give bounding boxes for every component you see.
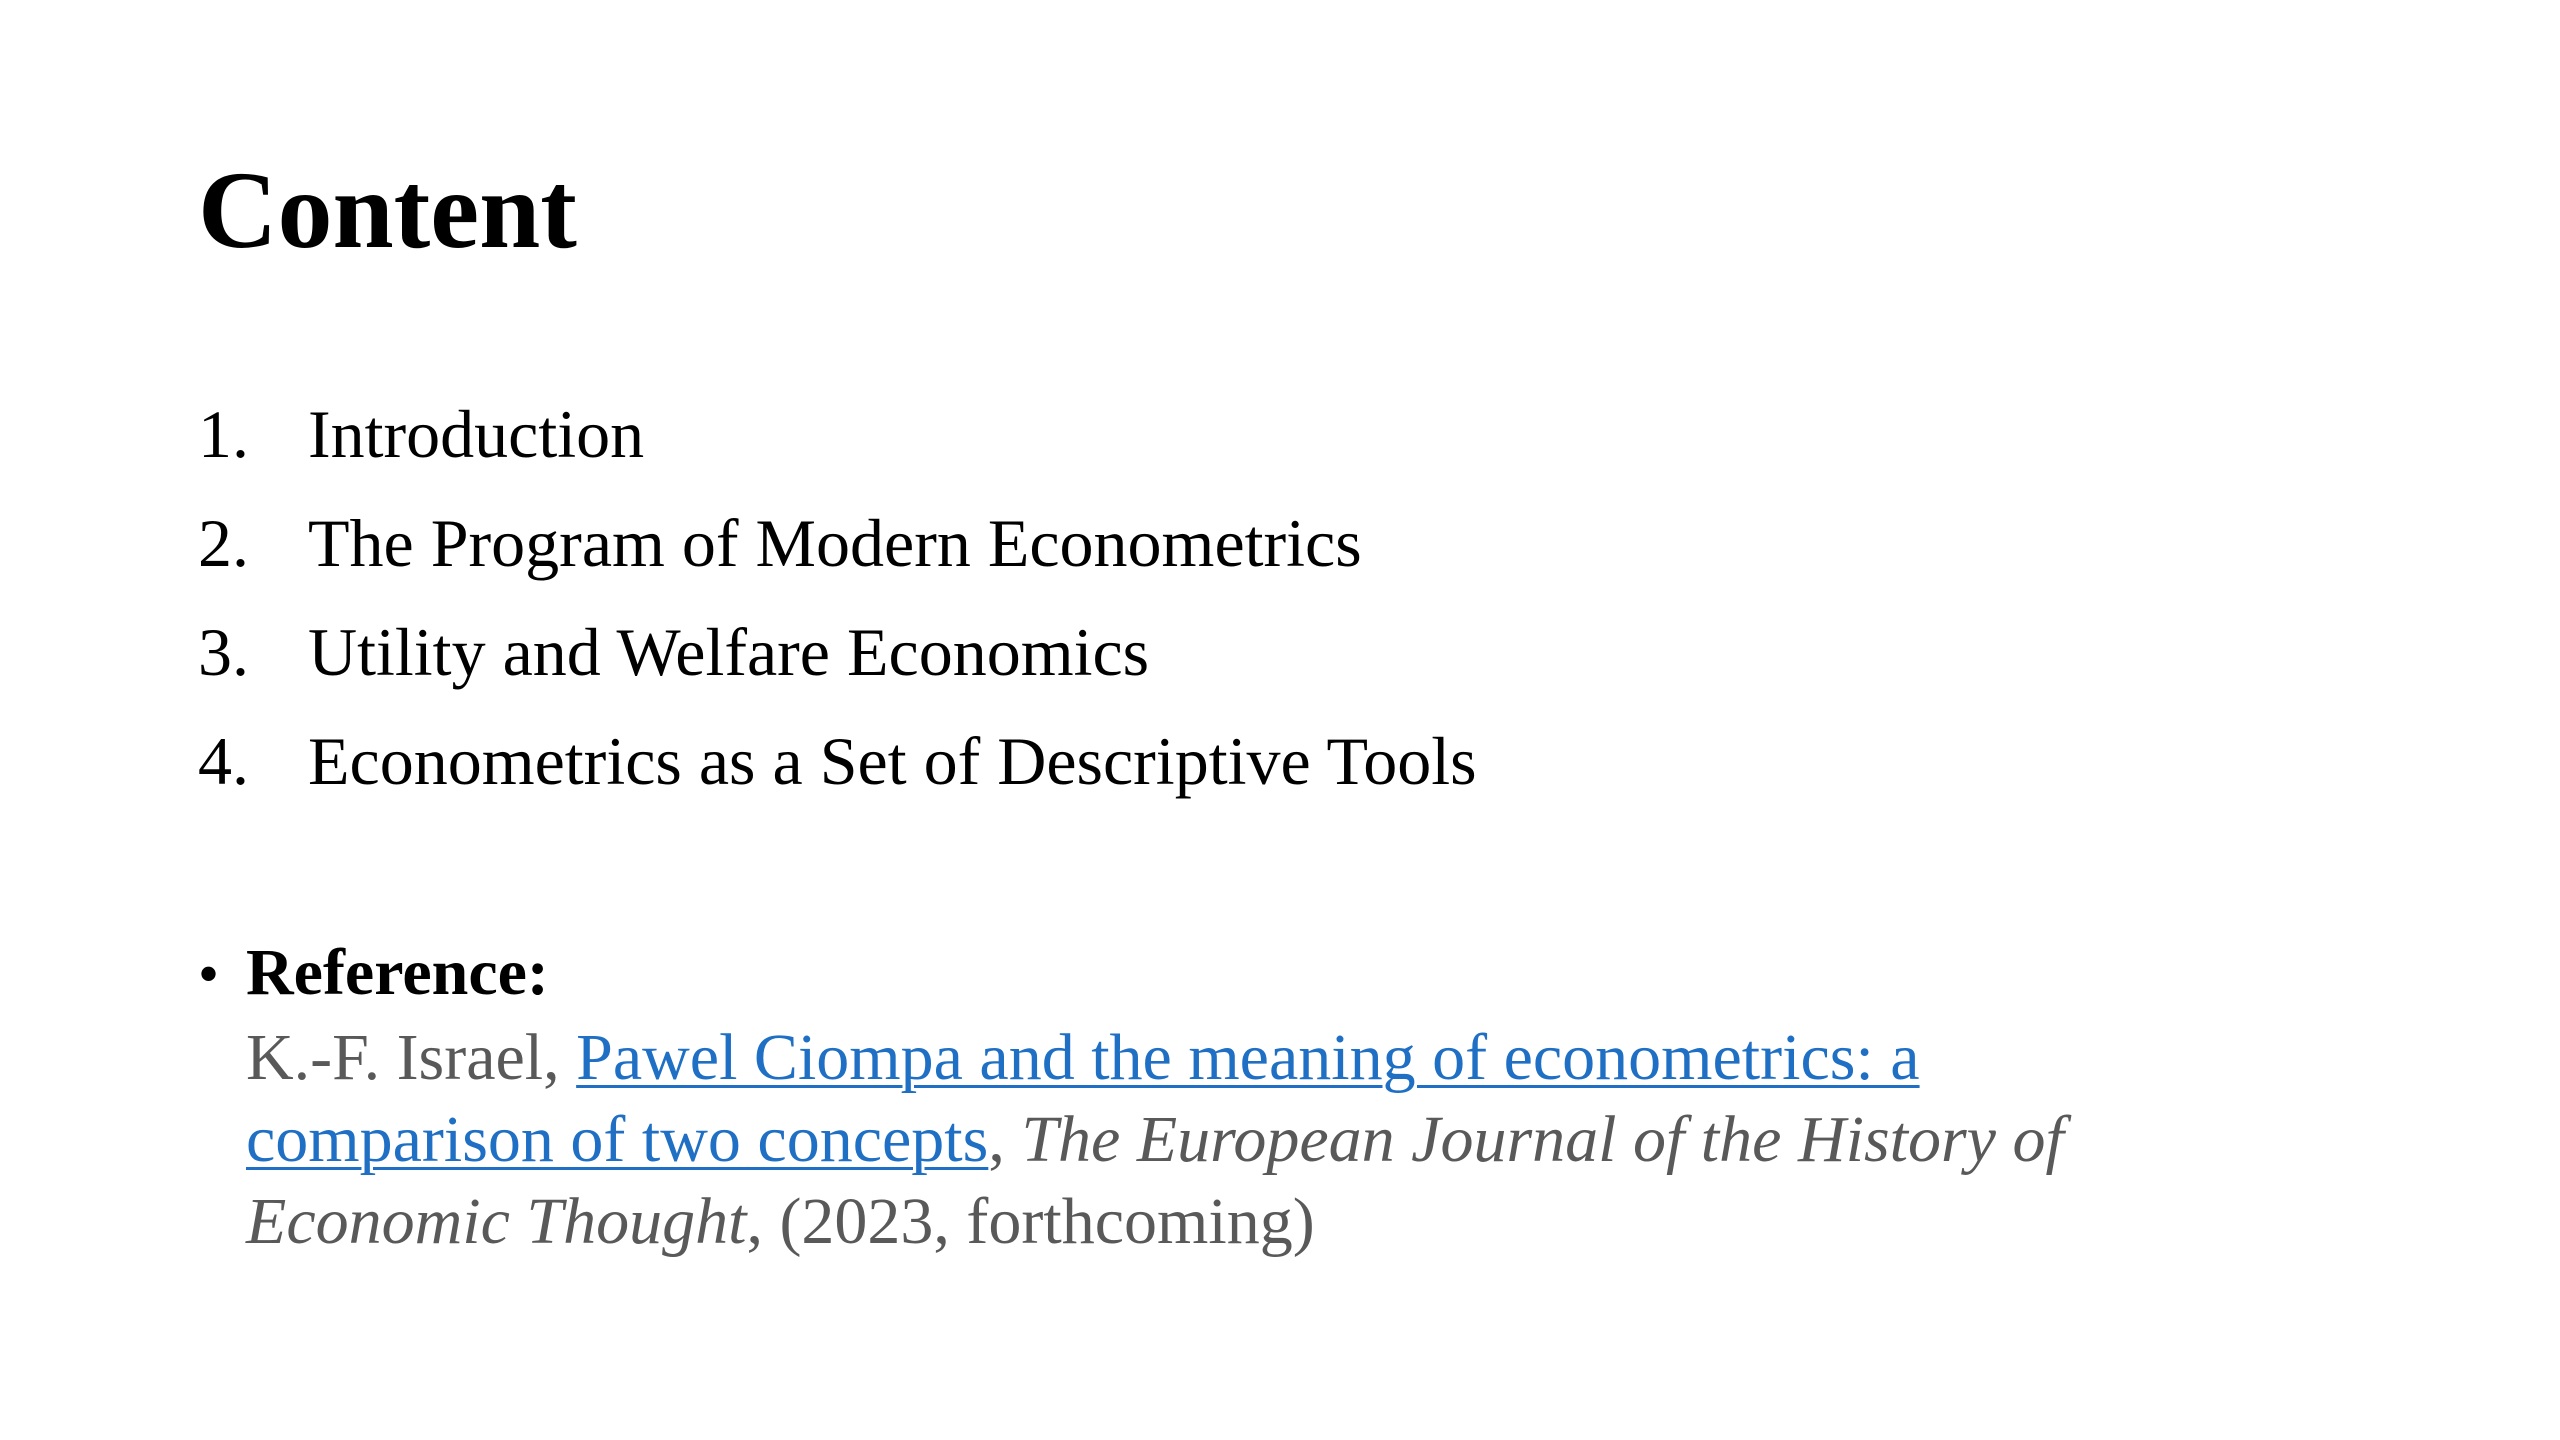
toc-text: Introduction: [308, 396, 645, 472]
reference-section: [198, 935, 2198, 1263]
toc-number: 1.: [198, 396, 249, 472]
reference-separator: ,: [988, 1103, 1022, 1176]
reference-label: Reference:: [246, 936, 549, 1009]
toc-text: Utility and Welfare Economics: [308, 614, 1150, 690]
bullet-icon: •: [198, 941, 220, 1007]
reference-link-line-2[interactable]: comparison of two concepts: [246, 1103, 989, 1176]
reference-heading: [198, 935, 2198, 1017]
toc-item-2: [198, 504, 1477, 613]
toc-number: 3.: [198, 614, 249, 690]
toc-item-3: [198, 613, 1477, 722]
toc-number: 4.: [198, 723, 249, 799]
slide-title: Content: [198, 149, 577, 271]
reference-journal-line-1: The European Journal of the History of: [1021, 1103, 2064, 1176]
reference-author: K.-F. Israel,: [246, 1021, 577, 1094]
table-of-contents: [198, 395, 1477, 831]
toc-text: Econometrics as a Set of Descriptive Tools: [308, 723, 1477, 799]
reference-year: , (2023, forthcoming): [746, 1185, 1315, 1258]
reference-citation: [246, 1017, 2196, 1263]
toc-item-4: [198, 722, 1477, 831]
toc-number: 2.: [198, 505, 249, 581]
reference-link-line-1[interactable]: Pawel Ciompa and the meaning of econometrics: a: [576, 1021, 1920, 1094]
toc-text: The Program of Modern Econometrics: [308, 505, 1362, 581]
reference-journal-line-2: Economic Thought: [246, 1185, 747, 1258]
toc-item-1: [198, 395, 1477, 504]
